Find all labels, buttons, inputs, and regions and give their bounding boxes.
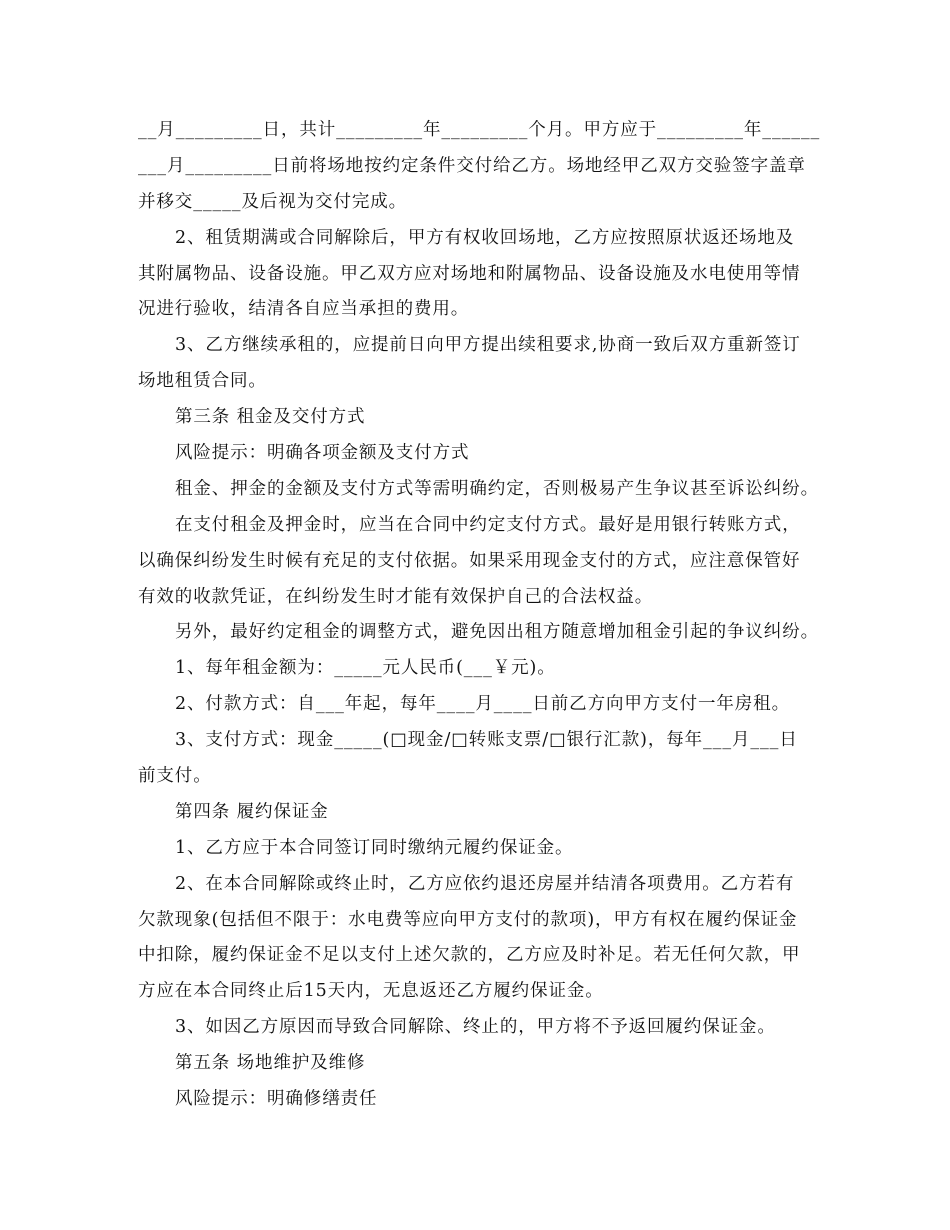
contract-line: 有效的收款凭证，在纠纷发生时才能有效保护自己的合法权益。 <box>138 586 654 607</box>
contract-line: 中扣除，履约保证金不足以支付上述欠款的，乙方应及时补足。若无任何欠款，甲 <box>138 945 801 966</box>
contract-line: 3、乙方继续承租的，应提前日向甲方提出续租要求,协商一致后双方重新签订 <box>175 335 801 356</box>
contract-line: __月_________日，共计_________年_________个月。甲方应于_________年______ <box>138 120 821 140</box>
contract-line: 3、如因乙方原因而导致合同解除、终止的，甲方将不予返回履约保证金。 <box>175 1017 776 1038</box>
contract-line: 风险提示：明确各项金额及支付方式 <box>175 443 470 464</box>
contract-line: ___月_________日前将场地按约定条件交付给乙方。场地经甲乙双方交验签字盖章 <box>138 155 806 176</box>
contract-line: 2、在本合同解除或终止时，乙方应依约退还房屋并结清各项费用。乙方若有 <box>175 873 795 894</box>
contract-line: 2、租赁期满或合同解除后，甲方有权收回场地，乙方应按照原状返还场地及 <box>175 227 795 248</box>
contract-line: 其附属物品、设备设施。甲乙双方应对场地和附属物品、设备设施及水电使用等情 <box>138 263 801 284</box>
contract-text <box>138 113 822 1118</box>
contract-line: 2、付款方式：自___年起，每年____月____日前乙方向甲方支付一年房租。 <box>175 694 790 715</box>
contract-line: 况进行验收，结清各自应当承担的费用。 <box>138 299 470 320</box>
contract-line: 3、支付方式：现金_____(□现金/□转账支票/□银行汇款)，每年___月___日 <box>175 730 798 751</box>
contract-line: 1、乙方应于本合同签订同时缴纳元履约保证金。 <box>175 837 574 858</box>
contract-line: 1、每年租金额为：_____元人民币(___￥元)。 <box>175 658 556 679</box>
contract-line: 第四条 履约保证金 <box>175 801 329 822</box>
contract-line: 第三条 租金及交付方式 <box>175 407 366 428</box>
contract-line: 前支付。 <box>138 766 212 787</box>
contract-line: 在支付租金及押金时，应当在合同中约定支付方式。最好是用银行转账方式， <box>175 514 801 535</box>
contract-line: 租金、押金的金额及支付方式等需明确约定，否则极易产生争议甚至诉讼纠纷。 <box>175 478 819 499</box>
contract-line: 另外，最好约定租金的调整方式，避免因出租方随意增加租金引起的争议纠纷。 <box>175 622 819 643</box>
contract-line: 以确保纠纷发生时候有充足的支付依据。如果采用现金支付的方式，应注意保管好 <box>138 550 801 571</box>
contract-line: 欠款现象(包括但不限于：水电费等应向甲方支付的款项)，甲方有权在履约保证金 <box>138 909 798 930</box>
contract-line: 场地租赁合同。 <box>138 371 267 392</box>
contract-line: 第五条 场地维护及维修 <box>175 1053 366 1074</box>
contract-line: 方应在本合同终止后15天内，无息返还乙方履约保证金。 <box>138 981 604 1002</box>
contract-line: 并移交_____及后视为交付完成。 <box>138 191 408 212</box>
contract-line: 风险提示：明确修缮责任 <box>175 1089 378 1110</box>
